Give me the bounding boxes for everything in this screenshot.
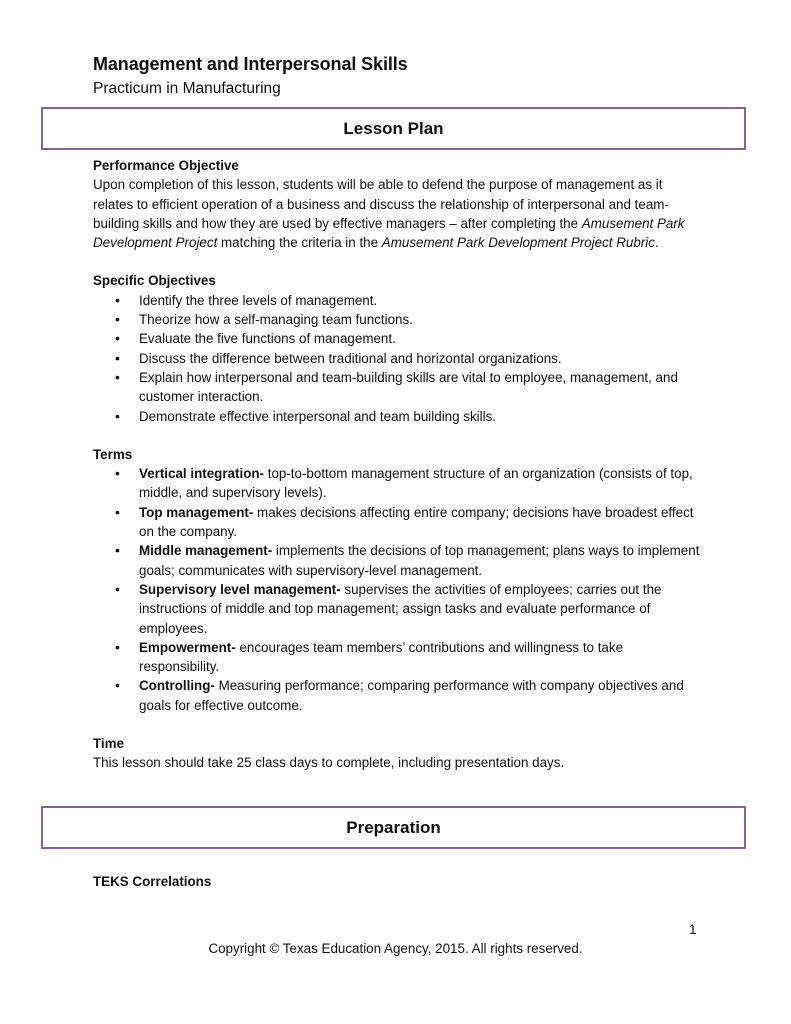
bullet-icon: • — [115, 311, 120, 328]
term-definition: supervises the activities of employees; carries out the instructions of middle and top management; assign tasks and evaluate performance of employees. — [139, 581, 662, 636]
term-item — [93, 676, 703, 715]
objective-text-part-2: matching the criteria in the — [217, 235, 382, 251]
term-name: Empowerment- — [139, 639, 236, 655]
list-item-text: Theorize how a self-managing team functions. — [139, 312, 413, 328]
bullet-icon: • — [115, 349, 120, 366]
teks-correlations-heading: TEKS Correlations — [93, 874, 212, 889]
list-item — [93, 291, 703, 310]
term-definition: implements the decisions of top management; plans ways to implement goals; communicates with supervisory-level management. — [139, 543, 700, 578]
term-name: Middle management- — [139, 543, 273, 559]
bullet-icon: • — [115, 407, 120, 424]
list-item-text: Evaluate the five functions of management. — [139, 331, 396, 347]
list-item — [93, 368, 703, 407]
bullet-icon: • — [115, 503, 120, 520]
term-definition: Measuring performance; comparing performance with company objectives and goals for effective outcome. — [139, 678, 684, 713]
specific-objectives-section — [93, 271, 703, 425]
objective-text-part-3: . — [654, 235, 659, 251]
bullet-icon: • — [115, 368, 120, 385]
list-item-text: Explain how interpersonal and team-building skills are vital to employee, management, and customer interaction. — [139, 369, 678, 405]
bullet-icon: • — [115, 677, 120, 694]
performance-objective-text — [93, 175, 703, 252]
specific-objectives-heading: Specific Objectives — [93, 273, 216, 289]
term-item — [93, 580, 703, 638]
term-item — [93, 541, 703, 580]
lesson-plan-content — [93, 156, 703, 773]
bullet-icon: • — [115, 465, 120, 482]
bullet-icon: • — [115, 330, 120, 347]
document-subtitle: Practicum in Manufacturing — [93, 80, 281, 97]
term-name: Supervisory level management- — [139, 581, 341, 597]
terms-heading: Terms — [93, 446, 133, 462]
time-heading: Time — [93, 736, 125, 752]
terms-section — [93, 445, 703, 715]
lesson-plan-banner: Lesson Plan — [41, 107, 746, 150]
performance-objective-heading: Performance Objective — [93, 158, 239, 173]
bullet-icon: • — [115, 542, 120, 559]
performance-objective-section — [93, 156, 703, 252]
term-name: Controlling- — [139, 678, 215, 694]
term-item — [93, 503, 703, 542]
specific-objectives-list — [93, 291, 703, 426]
term-definition: top-to-bottom management structure of an organization (consists of top, middle, and supervisory levels). — [139, 466, 693, 501]
term-definition: makes decisions affecting entire company; decisions have broadest effect on the company. — [139, 504, 694, 540]
term-item — [93, 638, 703, 677]
time-section — [93, 734, 703, 773]
copyright-footer: Copyright © Texas Education Agency, 2015. All rights reserved. — [208, 941, 583, 956]
bullet-icon: • — [115, 580, 120, 597]
term-name: Vertical integration- — [139, 466, 265, 482]
bullet-icon: • — [115, 291, 120, 308]
term-item — [93, 464, 703, 503]
list-item-text: Discuss the difference between traditional and horizontal organizations. — [139, 350, 562, 366]
page-number: 1 — [689, 922, 697, 937]
preparation-banner: Preparation — [41, 806, 746, 849]
terms-list — [93, 464, 703, 715]
time-text: This lesson should take 25 class days to complete, including presentation days. — [93, 755, 565, 771]
list-item — [93, 329, 703, 348]
bullet-icon: • — [115, 638, 120, 655]
term-definition: encourages team members’ contributions and willingness to take responsibility. — [139, 639, 624, 675]
rubric-name: Amusement Park Development Project Rubric — [381, 235, 655, 251]
list-item — [93, 407, 703, 426]
list-item-text: Identify the three levels of management. — [139, 292, 378, 308]
list-item — [93, 349, 703, 368]
document-title: Management and Interpersonal Skills — [93, 54, 408, 74]
project-name: Amusement Park Development Project — [93, 215, 685, 251]
list-item-text: Demonstrate effective interpersonal and team building skills. — [139, 408, 497, 424]
list-item — [93, 310, 703, 329]
objective-text-part-1: Upon completion of this lesson, students will be able to defend the purpose of management as it relates to efficient operation of a business and discuss the relationship of interpersonal and team-building skills and how they are used by effective managers – after completing the — [93, 177, 669, 231]
term-name: Top management- — [139, 504, 254, 520]
